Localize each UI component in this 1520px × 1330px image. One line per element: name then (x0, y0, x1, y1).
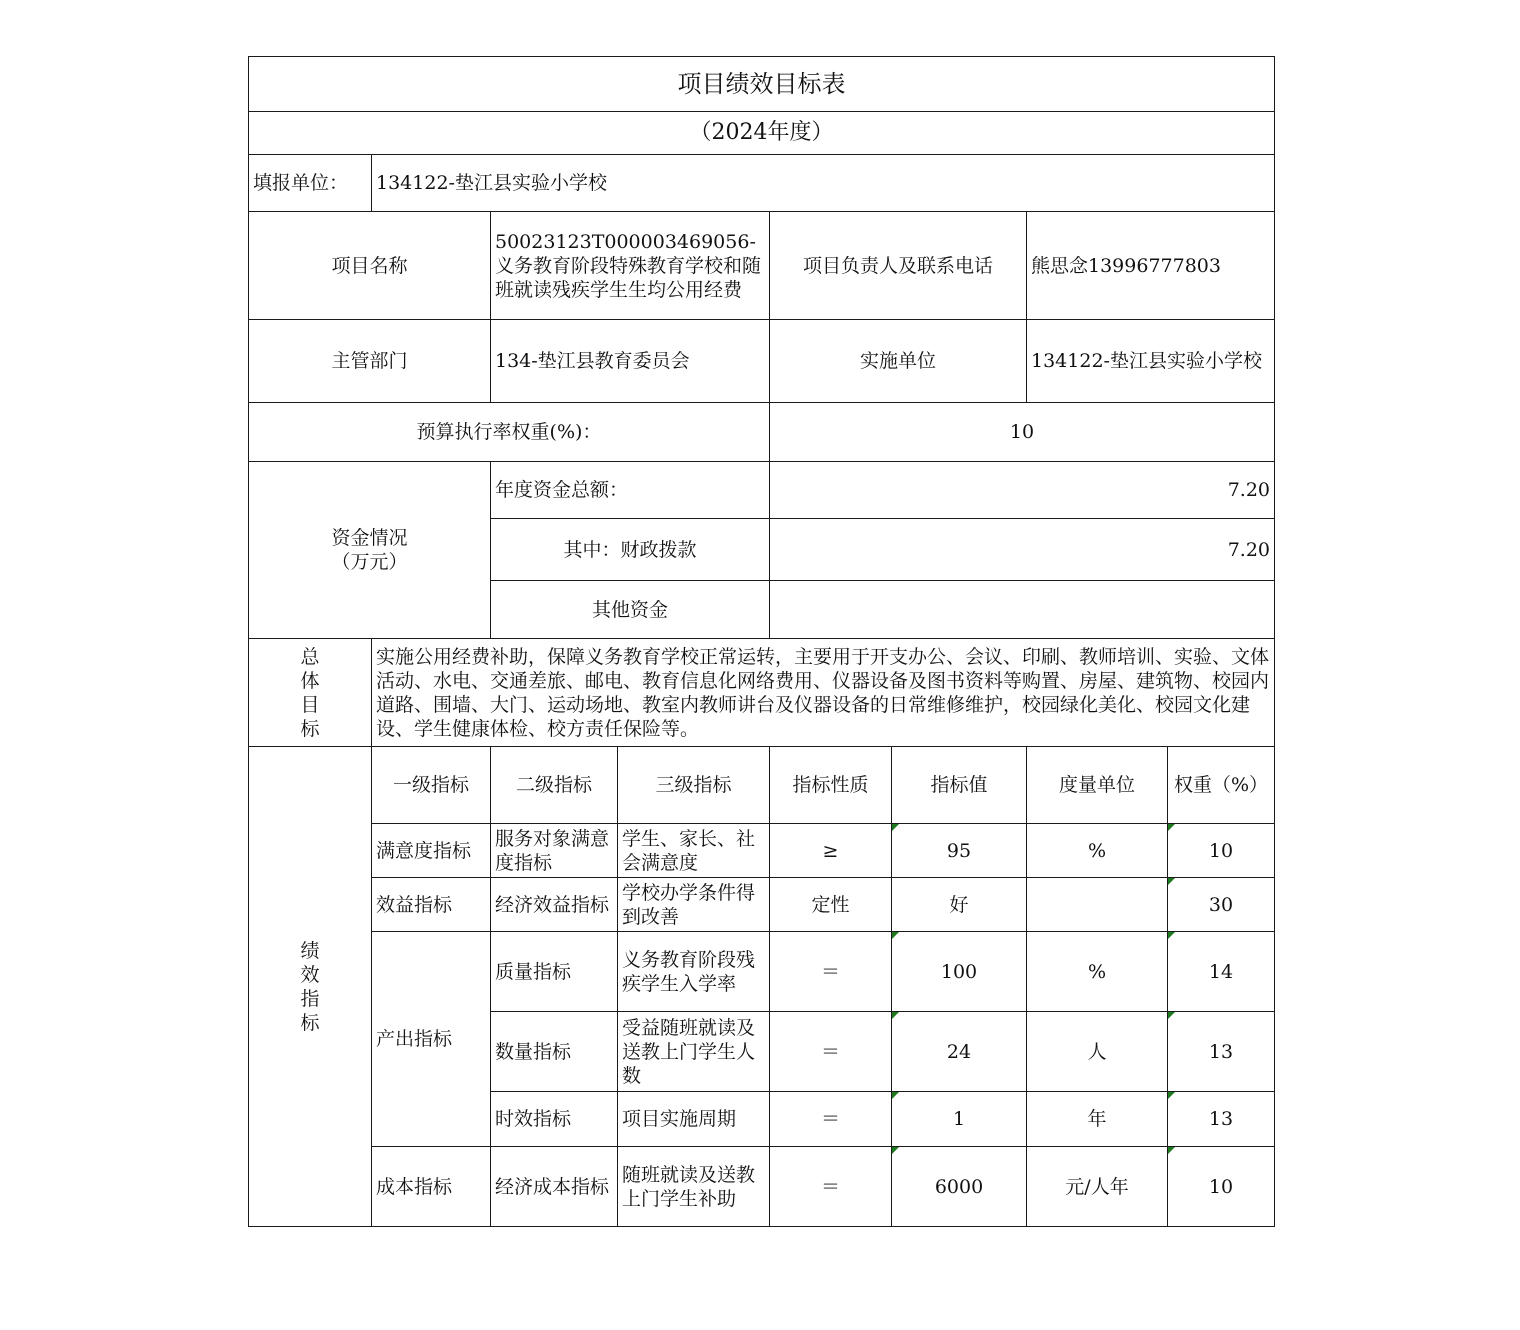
row-level2: 服务对象满意度指标 (491, 824, 618, 878)
row-level3: 学校办学条件得到改善 (618, 878, 770, 932)
year-label: （2024年度） (249, 112, 1275, 155)
table-row (249, 824, 1275, 878)
header-weight: 权重（%） (1168, 747, 1275, 824)
impl-unit-value: 134122-垫江县实验小学校 (1027, 320, 1275, 403)
row-unit: 元/人年 (1027, 1147, 1168, 1227)
funds-other-value (770, 581, 1275, 639)
row-unit: % (1027, 932, 1168, 1012)
row-level2: 经济成本指标 (491, 1147, 618, 1227)
indicators-label-char: 指 (300, 987, 320, 1010)
row-value: 95 (892, 824, 1027, 878)
row-value: 好 (892, 878, 1027, 932)
project-name-value: 50023123T000003469056-义务教育阶段特殊教育学校和随班就读残疾学生生均公用经费 (491, 212, 770, 320)
budget-rate-value: 10 (770, 403, 1275, 462)
row-level1: 产出指标 (372, 932, 491, 1147)
row-nature: ＝ (770, 1092, 892, 1147)
row-unit: 人 (1027, 1012, 1168, 1092)
row-level2: 时效指标 (491, 1092, 618, 1147)
performance-target-table (248, 56, 1275, 1227)
row-level2: 质量指标 (491, 932, 618, 1012)
goal-label-char: 体 (300, 669, 320, 692)
row-weight: 30 (1168, 878, 1275, 932)
table-row (249, 878, 1275, 932)
goal-label-char: 目 (300, 693, 320, 716)
row-value: 24 (892, 1012, 1027, 1092)
indicators-label (249, 747, 372, 1227)
row-level1: 效益指标 (372, 878, 491, 932)
row-unit (1027, 878, 1168, 932)
header-level3: 三级指标 (618, 747, 770, 824)
indicators-label-char: 标 (300, 1011, 320, 1034)
funds-label-line2: （万元） (331, 551, 408, 573)
goal-label (249, 639, 372, 747)
funds-label-line1: 资金情况 (331, 527, 408, 549)
project-name-label: 项目名称 (249, 212, 491, 320)
row-nature: ＝ (770, 1012, 892, 1092)
dept-label: 主管部门 (249, 320, 491, 403)
indicators-label-char: 效 (300, 963, 320, 986)
row-level3: 随班就读及送教上门学生补助 (618, 1147, 770, 1227)
row-weight: 10 (1168, 824, 1275, 878)
funds-fiscal-value: 7.20 (770, 519, 1275, 581)
goal-label-char: 总 (300, 645, 320, 668)
row-weight: 13 (1168, 1012, 1275, 1092)
table-row (249, 1147, 1275, 1227)
unit-value: 134122-垫江县实验小学校 (372, 155, 1275, 212)
header-value: 指标值 (892, 747, 1027, 824)
row-nature: ＝ (770, 932, 892, 1012)
row-weight: 14 (1168, 932, 1275, 1012)
goal-label-char: 标 (300, 717, 320, 740)
row-level2: 经济效益指标 (491, 878, 618, 932)
row-nature: ≥ (770, 824, 892, 878)
row-level2: 数量指标 (491, 1012, 618, 1092)
project-leader-value: 熊思念13996777803 (1027, 212, 1275, 320)
row-nature: ＝ (770, 1147, 892, 1227)
funds-total-label: 年度资金总额： (491, 462, 770, 519)
unit-label: 填报单位： (249, 155, 372, 212)
funds-total-value: 7.20 (770, 462, 1275, 519)
row-weight: 13 (1168, 1092, 1275, 1147)
goal-text: 实施公用经费补助，保障义务教育学校正常运转，主要用于开支办公、会议、印刷、教师培训、实验、文体活动、水电、交通差旅、邮电、教育信息化网络费用、仪器设备及图书资料等购置、房屋、建筑物、校园内道路、围墙、大门、运动场地、教室内教师讲台及仪器设备的日常维修维护，校园绿化美化、校园文化建设、学生健康体检、校方责任保险等。 (372, 639, 1275, 747)
impl-unit-label: 实施单位 (770, 320, 1027, 403)
row-unit: 年 (1027, 1092, 1168, 1147)
funds-label (249, 462, 491, 639)
indicators-label-char: 绩 (300, 939, 320, 962)
funds-other-label: 其他资金 (491, 581, 770, 639)
page-title: 项目绩效目标表 (249, 57, 1275, 112)
row-level3: 义务教育阶段残疾学生入学率 (618, 932, 770, 1012)
header-level2: 二级指标 (491, 747, 618, 824)
row-level3: 学生、家长、社会满意度 (618, 824, 770, 878)
budget-rate-label: 预算执行率权重(%)： (249, 403, 770, 462)
funds-fiscal-label: 其中：财政拨款 (491, 519, 770, 581)
table-row (249, 932, 1275, 1012)
row-value: 1 (892, 1092, 1027, 1147)
dept-value: 134-垫江县教育委员会 (491, 320, 770, 403)
header-level1: 一级指标 (372, 747, 491, 824)
row-nature: 定性 (770, 878, 892, 932)
project-leader-label: 项目负责人及联系电话 (770, 212, 1027, 320)
row-level3: 项目实施周期 (618, 1092, 770, 1147)
row-level1: 满意度指标 (372, 824, 491, 878)
row-level1: 成本指标 (372, 1147, 491, 1227)
header-nature: 指标性质 (770, 747, 892, 824)
row-unit: % (1027, 824, 1168, 878)
row-value: 100 (892, 932, 1027, 1012)
header-unit: 度量单位 (1027, 747, 1168, 824)
row-level3: 受益随班就读及送教上门学生人数 (618, 1012, 770, 1092)
row-value: 6000 (892, 1147, 1027, 1227)
row-weight: 10 (1168, 1147, 1275, 1227)
